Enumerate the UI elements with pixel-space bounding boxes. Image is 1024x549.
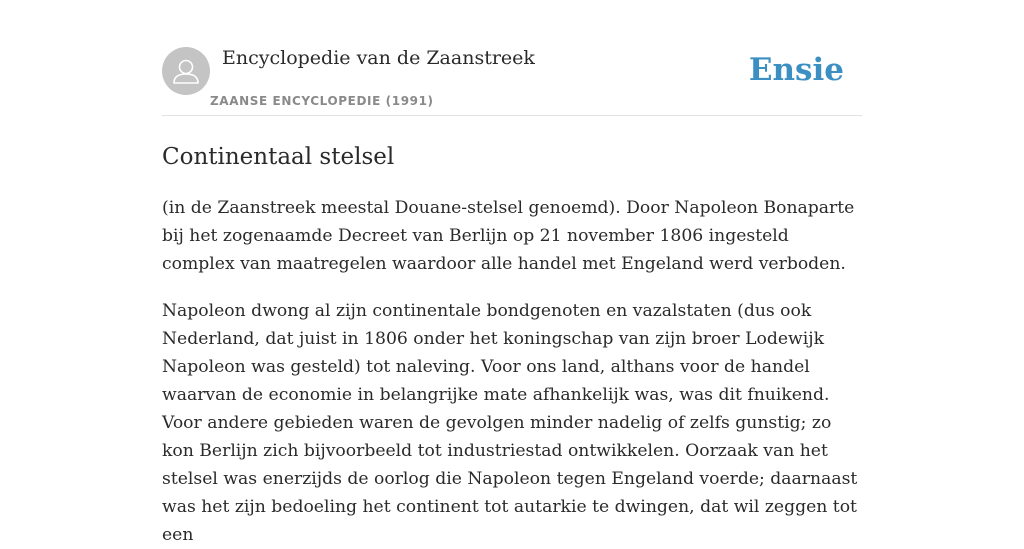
source-subtitle: ZAANSE ENCYCLOPEDIE (1991): [210, 94, 434, 108]
article-paragraph: (in de Zaanstreek meestal Douane-stelsel genoemd). Door Napoleon Bonaparte bij het zogenaamde Decreet van Berlijn op 21 november 1806 ingesteld complex van maatregelen waardoor alle handel met Engeland werd verboden.: [162, 198, 855, 274]
user-silhouette-icon[interactable]: [162, 47, 210, 95]
article-paragraph: Napoleon dwong al zijn continentale bondgenoten en vazalstaten (dus ook Nederland, dat juist in 1806 onder het koningschap van zijn broer Lodewijk Napoleon was gesteld) tot naleving. Voor ons land, althans voor de handel waarvan de economie in belangrijke mate afhankelijk was, was dit fnuikend. Voor andere gebieden waren de gevolgen minder nadelig of zelfs gunstig; zo kon Berlijn zich bijvoorbeeld tot industriestad ontwikkelen. Oorzaak van het stelsel was enerzijds de oorlog die Napoleon tegen Engeland voerde; daarnaast was het zijn bedoeling het continent tot autarkie te dwingen, dat wil zeggen tot een: [162, 301, 858, 545]
page-container: [162, 0, 862, 549]
source-header: [162, 0, 862, 116]
brand-logo-link[interactable]: Ensie: [748, 52, 844, 88]
avatar-graphic: [162, 47, 210, 95]
source-title-link[interactable]: Encyclopedie van de Zaanstreek: [222, 47, 535, 69]
article-title: Continentaal stelsel: [162, 144, 395, 170]
